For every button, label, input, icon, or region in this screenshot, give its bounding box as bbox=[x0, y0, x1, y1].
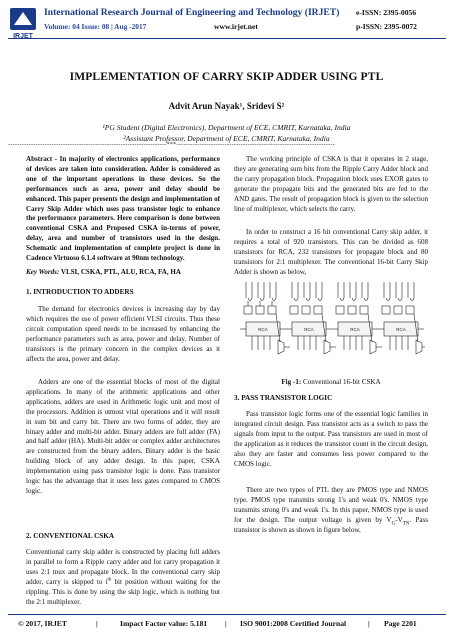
keywords-label: Key Words: bbox=[26, 268, 60, 276]
footer-iso: ISO 9001:2008 Certified Journal bbox=[240, 619, 347, 628]
logo-text: IRJET bbox=[13, 33, 33, 39]
keywords bbox=[26, 268, 220, 278]
cska-stage-1 bbox=[240, 282, 290, 354]
section-2-paragraph-1 bbox=[26, 548, 220, 607]
abstract-label: Abstract - bbox=[26, 155, 58, 163]
authors: Advit Arun Nayak¹, Sridevi S² bbox=[168, 101, 285, 111]
section-3-p2-part-b: . Pass transistor is shown as shown in figure below, bbox=[234, 515, 428, 534]
rca-block-label-4: RCA bbox=[396, 327, 406, 332]
figure-1-label: Fig -1: bbox=[281, 378, 302, 386]
section-2-p1-part-b: bit position without waiting for the rippling. This is done by using the skip logic, which is nothing but the 2:1 multiplexer. bbox=[26, 577, 220, 606]
section-3-p2-sub-g: G bbox=[391, 521, 396, 527]
journal-url[interactable]: www.irjet.net bbox=[214, 22, 258, 31]
keywords-text: VLSI, CSKA, PTL, ALU, RCA, FA, HA bbox=[59, 268, 181, 276]
affiliation-2: ²Assistant Professor, Department of ECE, CMRIT, Karnataka, India bbox=[123, 134, 330, 143]
cska-stage-2 bbox=[286, 282, 336, 354]
affiliation-1: ¹PG Student (Digital Electronics), Department of ECE, CMRIT, Karnataka, India bbox=[102, 123, 351, 132]
eissn: e-ISSN: 2395-0056 bbox=[356, 8, 417, 17]
journal-name: International Research Journal of Engineering and Technology (IRJET) bbox=[44, 7, 340, 18]
cska-stage-4 bbox=[378, 282, 425, 354]
footer-sep-1: | bbox=[96, 619, 98, 628]
right-paragraph-1 bbox=[234, 155, 428, 214]
footer-sep-2: | bbox=[225, 619, 227, 628]
section-2-heading: 2. CONVENTIONAL CSKA bbox=[26, 532, 115, 540]
section-3-paragraph-1 bbox=[234, 410, 428, 469]
rca-block-label-3: RCA bbox=[350, 327, 360, 332]
section-1-p2-text: Adders are one of the essential blocks of most of the digital applications. In many of the arithmetic applications and other applications, adders are used in Arithmetic logic unit and most of the processors. Addition is utmost vital operations and it will result in sum bit and carry bit. There are two forms of adder, they are binary adder and multi-bit adder. Binary adders are full adder (FA) and half adder (HA). Multi-bit adder or complex adder architectures are constructed from the binary adders. Binary adder is the basic building block of any adder design. In this paper, CSKA implementation using pass transistor logic is done. Pass transistor logic has the advantage that it uses less gates compared to CMOS logic. bbox=[26, 378, 220, 495]
figure-1-caption-text: Conventional 16-bit CSKA bbox=[301, 378, 381, 386]
right-p2-text: In order to construct a 16 bit conventional Carry skip adder, it requires a total of 920 transistors. This can be divided as 608 transistors for RCA, 232 transistors for propagate block and 80 transistors for 2:1 multiplexer. The conventional 16-bit Carry Skip Adder is shown as below, bbox=[234, 228, 428, 276]
footer-copyright: © 2017, IRJET bbox=[18, 619, 67, 628]
header-rule bbox=[8, 38, 446, 39]
rca-block-label-2: RCA bbox=[304, 327, 314, 332]
separator-line: ---------------------------------------------------------------------***--------------------------------------------------------------------- bbox=[8, 142, 336, 148]
section-2-p1-sup: th bbox=[107, 577, 112, 583]
footer-impact-factor: Impact Factor value: 5.181 bbox=[120, 619, 208, 628]
paper-title: IMPLEMENTATION OF CARRY SKIP ADDER USING PTL bbox=[69, 70, 384, 83]
section-3-paragraph-2 bbox=[234, 486, 428, 536]
section-3-p2-sub-tn: TN bbox=[402, 521, 410, 527]
right-p1-text: The working principle of CSKA is that it operates in 2 stage, they are generating sum bits from the Ripple Carry Adder block and the carry propagation block. Propagation block uses EXOR gates to generate the propagate bits and the generated bits are fed to the AND gates. The result of propagation block is given to the selection line of multiplexer, which selects the carry. bbox=[234, 155, 428, 213]
section-1-paragraph-2 bbox=[26, 378, 220, 497]
figure-1-schematic bbox=[236, 280, 426, 376]
footer-sep-3: | bbox=[368, 619, 370, 628]
cska-stage-3 bbox=[332, 282, 382, 354]
section-3-p2-mid: -V bbox=[395, 515, 403, 524]
section-1-p1-text: The demand for electronics devices is increasing day by day which requires the use of power efficient VLSI circuits. Thus these circuit computation speed needs to be increased by enhancing the performance parameters such as area, power and delay. Number of transistors is the primary concern in the complex devices as it affects the area, power and delay. bbox=[26, 305, 220, 363]
pissn: p-ISSN: 2395-0072 bbox=[356, 22, 417, 31]
right-paragraph-2 bbox=[234, 228, 428, 278]
section-2-p1-part-a: Conventional carry skip adder is constructed by placing full adders in parallel to form a Ripple carry adder and for carry propagation it uses 2:1 mux and propagate block. In the conventional carry skip adder, carry is skipped to i bbox=[26, 548, 220, 586]
footer-page: Page 2201 bbox=[384, 619, 417, 628]
abstract bbox=[26, 155, 220, 264]
volume-line: Volume: 04 Issue: 08 | Aug -2017 bbox=[44, 22, 147, 31]
figure-1-caption bbox=[236, 378, 426, 386]
cska-schematic bbox=[236, 280, 426, 376]
section-3-p1-text: Pass transistor logic forms one of the essential logic families in integrated circuit design. Pass transistor acts as a switch to pass the signals from input to the output. Pass transistors are used in most of the application as it reduces the transistor count in the circuit design, also they are faster and consumes less power compared to the CMOS logic. bbox=[234, 410, 428, 468]
section-3-heading: 3. PASS TRANSISTOR LOGIC bbox=[234, 394, 333, 402]
section-3-p2-part-a: There are two types of PTL they are PMOS type and NMOS type. PMOS type transmits strong 1's and weak 0's. NMOS type transmits strong 0's and weak 1's. In this paper, NMOS type is used for the design. The output voltage is given by V bbox=[234, 486, 428, 524]
rca-block-label-1: RCA bbox=[258, 327, 268, 332]
irjet-logo bbox=[8, 7, 38, 39]
footer-rule bbox=[8, 614, 446, 615]
section-1-heading: 1. INTRODUCTION TO ADDERS bbox=[26, 288, 134, 296]
section-1-paragraph-1 bbox=[26, 305, 220, 364]
abstract-text: In majority of electronics applications, performance of devices are taken into consideration. Adder is considered as one of the important operations in these devices. So the performances such as area, power and delay should be enhanced. This paper presents the design and implementation of Carry Skip Adder which uses pass transistor logic to enhance the performance parameters. Here comparison is done between conventional CSKA and Proposed CSKA in-terms of power, delay, area and number of transistors used in the design. Schematic and implementation of complete project is done in Cadence Virtuoso 6.1.4 software at 90nm technology. bbox=[26, 155, 220, 263]
